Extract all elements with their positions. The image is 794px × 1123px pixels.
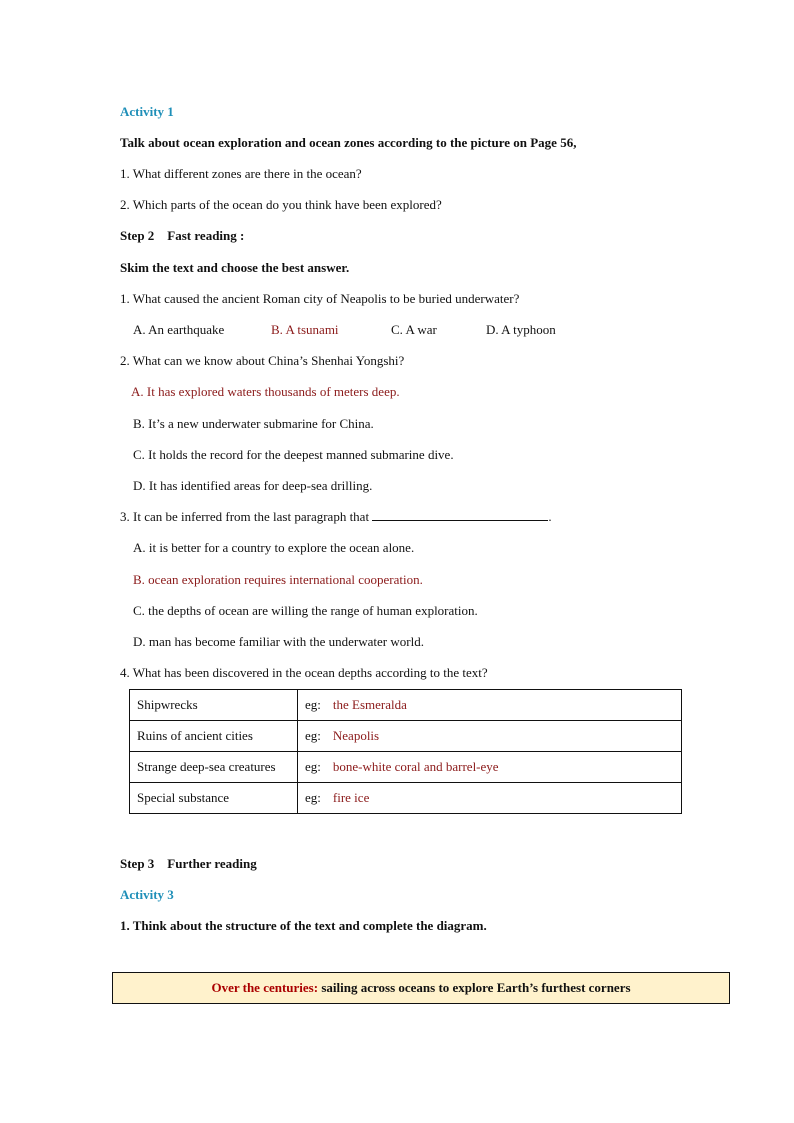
- diagram-box: [112, 972, 730, 1004]
- activity1-q2: 2. Which parts of the ocean do you think have been explored?: [120, 197, 442, 212]
- answer-text: the Esmeralda: [332, 697, 407, 712]
- q3-option-d: D. man has become familiar with the underwater world.: [133, 634, 424, 649]
- eg-label: eg:: [305, 728, 321, 743]
- q1-option-b: B. A tsunami: [271, 322, 339, 337]
- diagram-label: Over the centuries:: [211, 980, 319, 995]
- activity1-title: Activity 1: [120, 104, 174, 119]
- eg-label: eg:: [305, 790, 321, 805]
- eg-label: eg:: [305, 697, 321, 712]
- category-cell: Ruins of ancient cities: [130, 721, 298, 752]
- question-3-suffix: .: [548, 509, 552, 524]
- answer-blank: [372, 509, 548, 521]
- q1-option-d: D. A typhoon: [486, 322, 556, 337]
- q2-option-c: C. It holds the record for the deepest manned submarine dive.: [133, 447, 454, 462]
- step3-title: Step 3 Further reading: [120, 856, 257, 871]
- example-cell: [298, 721, 682, 752]
- q2-option-b: B. It’s a new underwater submarine for China.: [133, 416, 374, 431]
- category-cell: Special substance: [130, 783, 298, 814]
- diagram-text: sailing across oceans to explore Earth’s furthest corners: [318, 980, 631, 995]
- activity1-instruction: Talk about ocean exploration and ocean zones according to the picture on Page 56,: [120, 135, 577, 150]
- q3-option-a: A. it is better for a country to explore the ocean alone.: [133, 540, 415, 555]
- question-3-text: 3. It can be inferred from the last paragraph that: [120, 509, 370, 524]
- example-cell: [298, 752, 682, 783]
- activity3-title: Activity 3: [120, 887, 174, 902]
- answer-text: Neapolis: [332, 728, 380, 743]
- q1-option-a: A. An earthquake: [133, 322, 225, 337]
- question-3: [120, 509, 552, 525]
- q3-option-b: B. ocean exploration requires international cooperation.: [133, 572, 423, 587]
- q2-option-d: D. It has identified areas for deep-sea drilling.: [133, 478, 373, 493]
- category-cell: Shipwrecks: [130, 690, 298, 721]
- question-2: 2. What can we know about China’s Shenhai Yongshi?: [120, 353, 405, 368]
- category-cell: Strange deep-sea creatures: [130, 752, 298, 783]
- q1-option-c: C. A war: [391, 322, 437, 337]
- q3-option-c: C. the depths of ocean are willing the range of human exploration.: [133, 603, 478, 618]
- table-row: [130, 783, 682, 814]
- example-cell: [298, 690, 682, 721]
- answer-text: fire ice: [332, 790, 370, 805]
- table-row: [130, 752, 682, 783]
- eg-label: eg:: [305, 759, 321, 774]
- example-cell: [298, 783, 682, 814]
- activity1-q1: 1. What different zones are there in the ocean?: [120, 166, 362, 181]
- discoveries-table: [129, 689, 682, 814]
- question-4: 4. What has been discovered in the ocean depths according to the text?: [120, 665, 488, 680]
- question-1: 1. What caused the ancient Roman city of Neapolis to be buried underwater?: [120, 291, 520, 306]
- answer-text: bone-white coral and barrel-eye: [332, 759, 499, 774]
- activity3-instruction: 1. Think about the structure of the text and complete the diagram.: [120, 918, 487, 933]
- step2-title: Step 2 Fast reading :: [120, 228, 245, 243]
- table-row: [130, 690, 682, 721]
- table-row: [130, 721, 682, 752]
- step2-instruction: Skim the text and choose the best answer.: [120, 260, 350, 275]
- q2-option-a: A. It has explored waters thousands of meters deep.: [131, 384, 400, 399]
